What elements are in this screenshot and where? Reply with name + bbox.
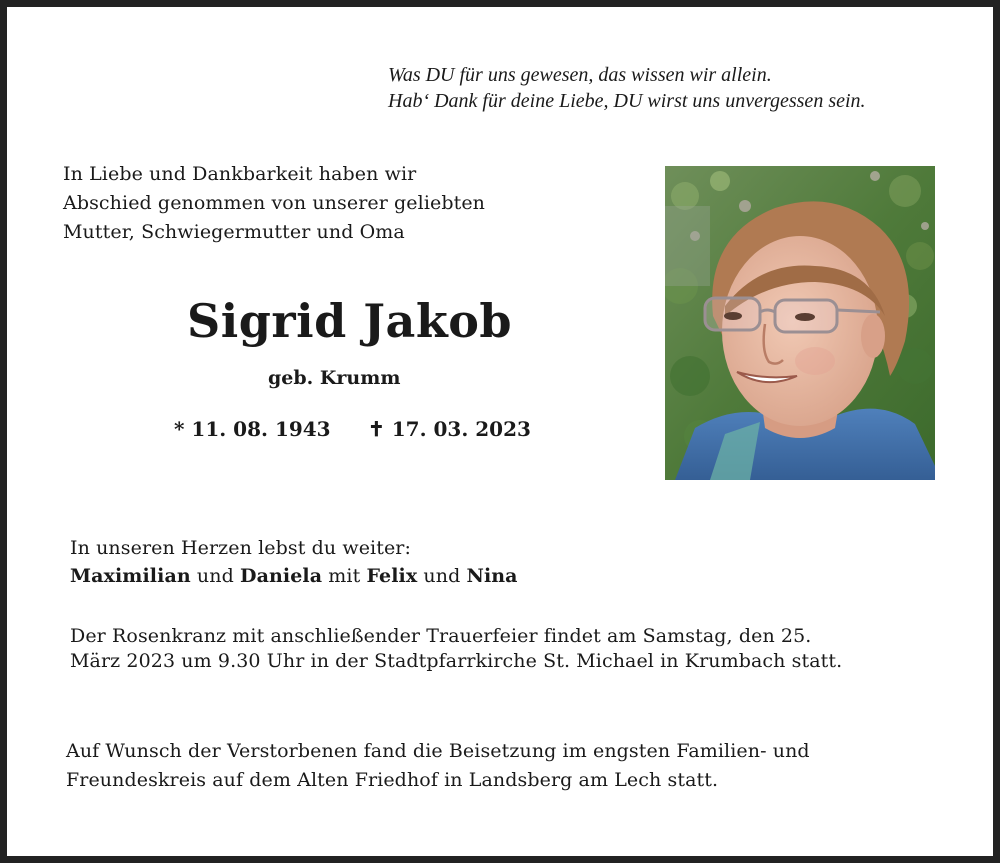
mourners-heading: In unseren Herzen lebst du weiter: [70, 537, 411, 559]
death-date [368, 417, 531, 441]
service-line-1: Der Rosenkranz mit anschließender Trauerfeier findet am Samstag, den 25. [70, 625, 812, 647]
death-date-value: 17. 03. 2023 [391, 417, 531, 441]
mourner-name: Nina [466, 565, 518, 587]
mourner-name: Felix [366, 565, 418, 587]
deceased-name: Sigrid Jakob [187, 294, 513, 348]
motto-line-2: Hab‘ Dank für deine Liebe, DU wirst uns unvergessen sein. [388, 90, 866, 112]
cross-icon: ✝ [368, 417, 385, 441]
service-line-2: März 2023 um 9.30 Uhr in der Stadtpfarrkirche St. Michael in Krumbach statt. [70, 650, 843, 672]
mourner-name: Maximilian [70, 565, 191, 587]
burial-line-1: Auf Wunsch der Verstorbenen fand die Beisetzung im engsten Familien- und [66, 740, 810, 762]
portrait-photo [665, 166, 935, 480]
conjunction: und [423, 565, 461, 587]
intro-line-1: In Liebe und Dankbarkeit haben wir [63, 163, 417, 185]
birth-date: * 11. 08. 1943 [174, 417, 331, 441]
burial-line-2: Freundeskreis auf dem Alten Friedhof in Landsberg am Lech statt. [66, 769, 719, 791]
intro-line-2: Abschied genommen von unserer geliebten [63, 192, 486, 214]
conjunction: und [196, 565, 234, 587]
birth-name: geb. Krumm [268, 367, 401, 389]
conjunction: mit [328, 565, 361, 587]
intro-line-3: Mutter, Schwiegermutter und Oma [63, 221, 405, 243]
mourner-name: Daniela [240, 565, 323, 587]
motto-line-1: Was DU für uns gewesen, das wissen wir allein. [388, 64, 772, 86]
mourners-names [70, 562, 518, 591]
